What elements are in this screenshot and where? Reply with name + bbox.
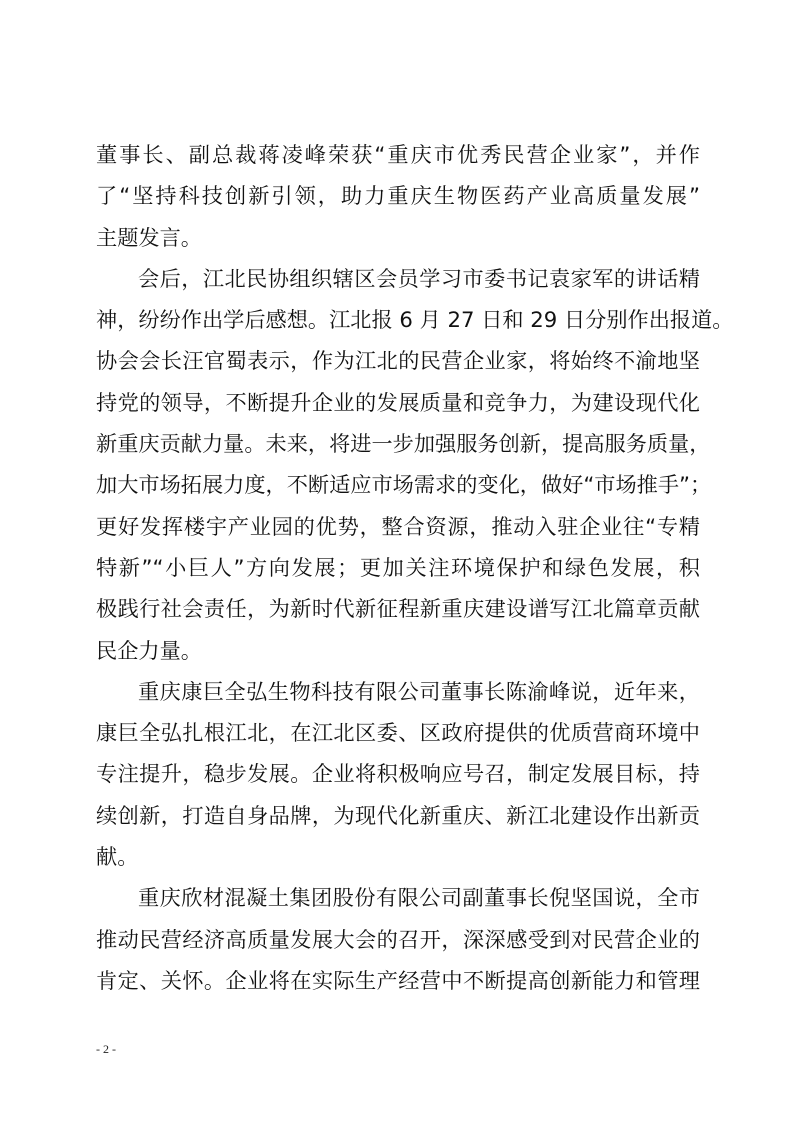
- text-line: 董事长、副总裁蒋凌峰荣获“重庆市优秀民营企业家”，并作: [96, 142, 700, 167]
- text-line: 更好发挥楼宇产业园的优势，整合资源，推动入驻企业往“专精: [96, 513, 700, 539]
- text-line: 了“坚持科技创新引领，助力重庆生物医药产业高质量发展”: [96, 183, 700, 209]
- text-line: 主题发言。: [96, 224, 202, 250]
- text-line: 重庆康巨全弘生物科技有限公司董事长陈渝峰说，近年来，: [138, 678, 700, 704]
- text-line: 推动民营经济高质量发展大会的召开，深深感受到对民营企业的: [96, 926, 700, 952]
- document-body: [96, 134, 734, 1001]
- text-line: 神，纷纷作出学后感想。江北报 6 月 27 日和 29 日分别作出报道。: [96, 307, 734, 333]
- text-line: 极践行社会责任，为新时代新征程新重庆建设谱写江北篇章贡献: [96, 596, 700, 622]
- text-line: 专注提升，稳步发展。企业将积极响应号召，制定发展目标，持: [96, 761, 700, 787]
- text-line: 协会会长汪官蜀表示，作为江北的民营企业家，将始终不渝地坚: [96, 348, 700, 374]
- text-line: 康巨全弘扎根江北，在江北区委、区政府提供的优质营商环境中: [96, 720, 700, 746]
- text-line: 加大市场拓展力度，不断适应市场需求的变化，做好“市场推手”；: [96, 472, 712, 498]
- text-line: 献。: [96, 844, 139, 870]
- text-line: 民企力量。: [96, 637, 202, 663]
- text-line: 重庆欣材混凝土集团股份有限公司副董事长倪坚国说，全市: [138, 885, 700, 911]
- text-line: 特新”“小巨人”方向发展；更加关注环境保护和绿色发展，积: [96, 554, 700, 580]
- text-line: 肯定、关怀。企业将在实际生产经营中不断提高创新能力和管理: [96, 967, 700, 993]
- text-line: 新重庆贡献力量。未来，将进一步加强服务创新，提高服务质量，: [96, 431, 711, 457]
- text-line: 会后，江北民协组织辖区会员学习市委书记袁家军的讲话精: [138, 265, 700, 291]
- text-line: 续创新，打造自身品牌，为现代化新重庆、新江北建设作出新贡: [96, 802, 700, 828]
- page-number: - 2 -: [96, 1042, 116, 1056]
- text-line: 持党的领导，不断提升企业的发展质量和竞争力，为建设现代化: [96, 389, 700, 415]
